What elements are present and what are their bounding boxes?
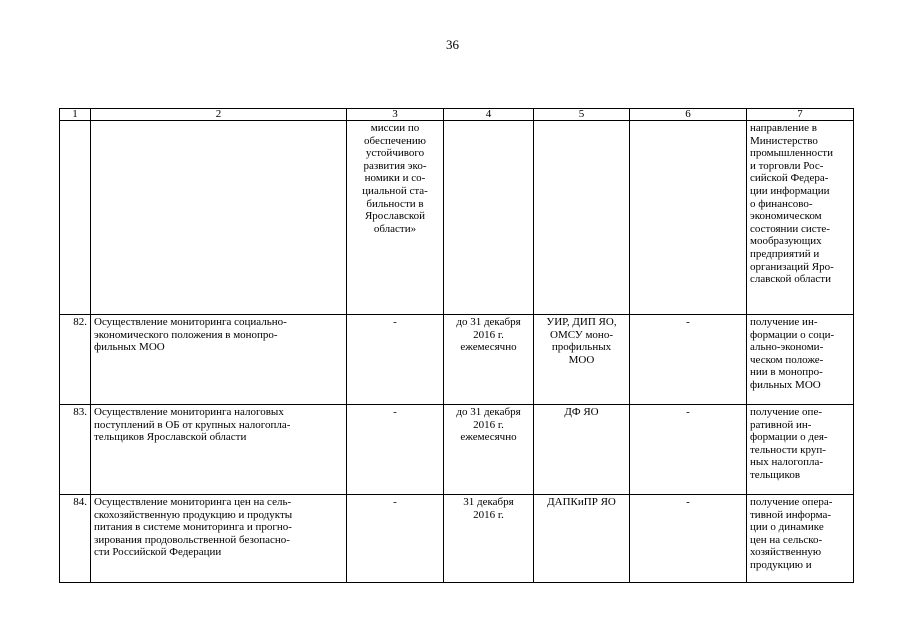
row-number: 82. [60,315,91,405]
text-line: сийской Федера- [750,172,829,185]
text-line: 2016 г. [473,508,504,521]
text-line: состоянии систе- [750,222,830,235]
text-line: цен на сельско- [750,533,823,546]
table-row [60,405,854,495]
task-cell [91,315,347,405]
text-line: Осуществление мониторинга налоговых [94,406,284,418]
continuation-col7 [747,121,854,315]
column-number-row [60,109,854,121]
executor-cell [534,405,630,495]
text-line: фильных МОО [750,378,821,391]
result-cell [747,315,854,405]
text-line: поступлений в ОБ от крупных налогопла- [94,418,291,431]
text-line: фильных МОО [94,341,165,354]
empty-cell [444,121,534,315]
deadline-cell [444,405,534,495]
text-line: формации о дея- [750,431,828,444]
text-line: ции о динамике [750,521,824,534]
text-line: экономическом [750,210,822,223]
text-line: ежемесячно [460,431,517,444]
text-line: питания в системе мониторинга и прогно- [94,521,292,534]
text-line: скохозяйственную продукцию и продукты [94,508,293,521]
result-cell [747,495,854,583]
text-line: ально-экономи- [750,341,824,354]
column-header: 3 [347,109,444,121]
text-line: предприятий и [750,247,820,260]
column-header: 2 [91,109,347,121]
text-line: получение опе- [750,406,822,418]
text-line: и торговли Рос- [750,159,824,172]
executor-cell [534,315,630,405]
text-line: ОМСУ моно- [550,328,613,341]
text-line: ции информации [750,184,830,197]
text-line: миссии по [370,122,420,134]
continuation-row [60,121,854,315]
column-header: 5 [534,109,630,121]
text-line: 31 декабря [463,496,514,508]
col3-cell: - [347,315,444,405]
text-line: тивной информа- [750,508,832,521]
text-line: ежемесячно [460,341,517,354]
text-line: 2016 г. [473,328,504,341]
task-cell [91,405,347,495]
text-line: нии в монопро- [750,366,823,379]
text-line: тельщиков [750,468,801,481]
empty-cell [60,121,91,315]
text-line: ДФ ЯО [564,406,599,418]
text-line: ДАПКиПР ЯО [547,496,616,508]
deadline-cell [444,495,534,583]
text-line: экономического положения в монопро- [94,328,278,341]
empty-cell [534,121,630,315]
text-line: до 31 декабря [456,406,521,418]
plan-table [59,108,854,583]
text-line: зирования продовольственной безопасно- [94,533,290,546]
executor-cell [534,495,630,583]
text-line: тельности круп- [750,443,826,456]
text-line: получение опера- [750,496,833,508]
text-line: области» [373,222,417,235]
text-line: Министерство [750,134,818,147]
text-line: до 31 декабря [456,316,521,328]
text-line: промышленности [750,147,833,160]
text-line: мообразующих [750,235,822,248]
col6-cell: - [630,405,747,495]
continuation-col3 [347,121,444,315]
text-line: о финансово- [750,197,813,210]
text-line: сти Российской Федерации [94,546,222,559]
text-line: Ярославской [364,210,426,223]
table-row [60,495,854,583]
text-line: получение ин- [750,316,818,328]
text-line: хозяйственную [750,546,822,559]
text-line: формации о соци- [750,328,835,341]
text-line: обеспечению [364,134,426,147]
col3-cell: - [347,405,444,495]
text-line: МОО [568,353,595,366]
column-header: 1 [60,109,91,121]
deadline-cell [444,315,534,405]
text-line: бильности в [366,197,424,210]
text-line: организаций Яро- [750,260,834,273]
text-line: славской области [750,273,831,286]
page-number: 36 [446,37,459,52]
text-line: 2016 г. [473,418,504,431]
text-line: УИР, ДИП ЯО, [546,316,617,328]
text-line: направление в [750,122,817,134]
text-line: развития эко- [363,159,427,172]
result-cell [747,405,854,495]
col6-cell: - [630,495,747,583]
text-line: ративной ин- [750,418,812,431]
task-cell [91,495,347,583]
column-header: 7 [747,109,854,121]
text-line: профильных [551,341,612,354]
column-header: 6 [630,109,747,121]
row-number: 83. [60,405,91,495]
row-number: 84. [60,495,91,583]
text-line: ных налогопла- [750,456,824,469]
col6-cell: - [630,315,747,405]
text-line: номики и со- [364,172,426,185]
text-line: ческом положе- [750,353,824,366]
text-line: тельщиков Ярославской области [94,431,247,444]
text-line: циальной ста- [362,184,428,197]
column-header: 4 [444,109,534,121]
text-line: Осуществление мониторинга цен на сель- [94,496,292,508]
text-line: устойчивого [365,147,425,160]
text-line: Осуществление мониторинга социально- [94,316,287,328]
table-row [60,315,854,405]
text-line: продукцию и [750,558,812,571]
empty-cell [630,121,747,315]
col3-cell: - [347,495,444,583]
empty-cell [91,121,347,315]
